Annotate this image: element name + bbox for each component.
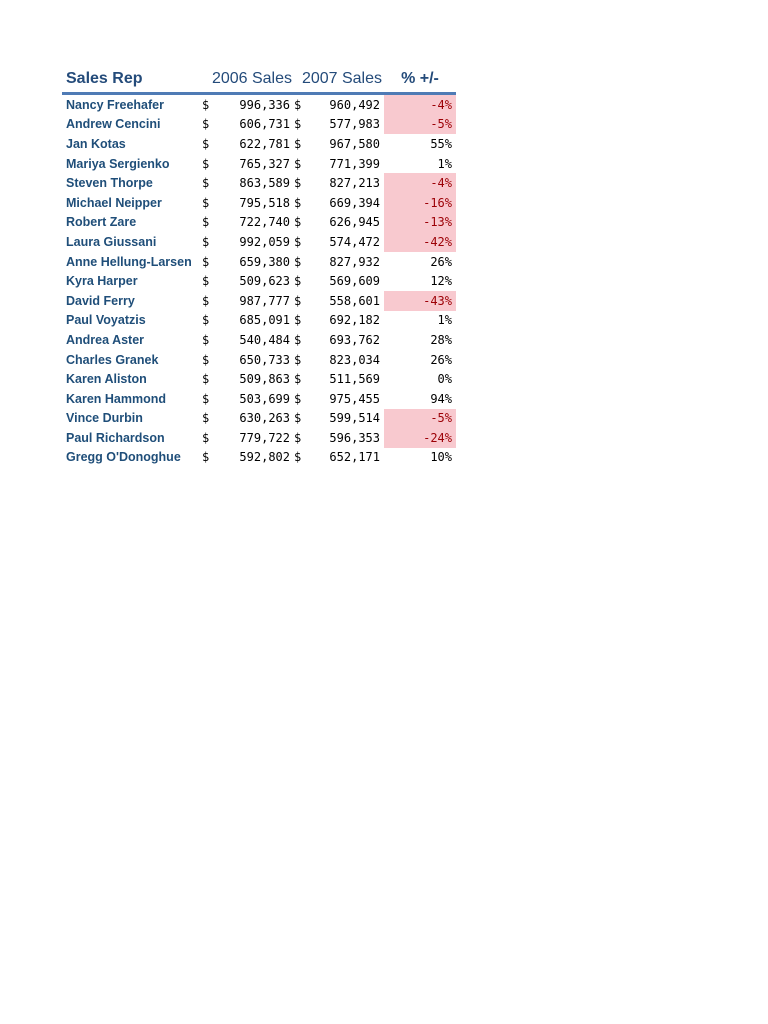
sales-2007-cell[interactable]: 693,762 [329, 332, 380, 347]
sales-table [62, 66, 456, 467]
percent-change-cell[interactable]: -13% [384, 213, 456, 233]
table-row [62, 115, 456, 135]
currency-2006-cell[interactable]: $ [202, 293, 210, 308]
currency-2006-cell[interactable]: $ [202, 136, 210, 151]
currency-2006-cell[interactable]: $ [202, 156, 210, 171]
sales-rep-cell[interactable]: Vince Durbin [66, 411, 143, 426]
currency-2006-cell[interactable]: $ [202, 450, 210, 465]
sales-2006-cell[interactable]: 622,781 [239, 136, 290, 151]
sales-2006-cell[interactable]: 779,722 [239, 430, 290, 445]
table-row [62, 350, 456, 370]
sales-2006-cell[interactable]: 722,740 [239, 215, 290, 230]
sales-2006-cell[interactable]: 503,699 [239, 391, 290, 406]
table-row [62, 94, 456, 115]
currency-2007-cell[interactable]: $ [294, 215, 302, 230]
sales-2007-cell[interactable]: 827,213 [329, 176, 380, 191]
sales-rep-cell[interactable]: Andrea Aster [66, 332, 145, 347]
sales-2006-cell[interactable]: 996,336 [239, 97, 290, 112]
sales-2006-cell[interactable]: 685,091 [239, 313, 290, 328]
sales-2006-cell[interactable]: 987,777 [239, 293, 290, 308]
table-row [62, 291, 456, 311]
sales-rep-cell[interactable]: Michael Neipper [66, 195, 162, 210]
currency-2006-cell[interactable]: $ [202, 391, 210, 406]
sales-2007-cell[interactable]: 599,514 [329, 411, 380, 426]
percent-change-cell[interactable]: 10% [430, 450, 452, 465]
sales-rep-cell[interactable]: David Ferry [66, 293, 135, 308]
sales-rep-cell[interactable]: Karen Aliston [66, 372, 147, 387]
table-row [62, 232, 456, 252]
currency-2006-cell[interactable]: $ [202, 411, 210, 426]
currency-2006-cell[interactable]: $ [202, 352, 210, 367]
percent-change-cell[interactable]: -42% [384, 232, 456, 252]
percent-change-cell[interactable]: 94% [430, 391, 452, 406]
percent-change-cell[interactable]: 1% [437, 313, 452, 328]
table-row [62, 252, 456, 272]
sales-2007-cell[interactable]: 574,472 [329, 234, 380, 249]
currency-2007-cell[interactable]: $ [294, 293, 302, 308]
percent-change-cell[interactable]: 0% [437, 372, 452, 387]
table-row [62, 134, 456, 154]
table-row [62, 409, 456, 429]
currency-2006-cell[interactable]: $ [202, 117, 210, 132]
sales-2006-cell[interactable]: 592,802 [239, 450, 290, 465]
currency-2007-cell[interactable]: $ [294, 372, 302, 387]
sales-rep-cell[interactable]: Andrew Cencini [66, 117, 161, 132]
sales-rep-cell[interactable]: Gregg O'Donoghue [66, 450, 181, 465]
currency-2006-cell[interactable]: $ [202, 274, 210, 289]
sales-2006-cell[interactable]: 630,263 [239, 411, 290, 426]
percent-change-cell[interactable]: 28% [430, 332, 452, 347]
currency-2006-cell[interactable]: $ [202, 97, 210, 112]
sales-2006-cell[interactable]: 650,733 [239, 352, 290, 367]
percent-change-cell[interactable]: -4% [384, 173, 456, 193]
table-row [62, 193, 456, 213]
sales-rep-cell[interactable]: Karen Hammond [66, 391, 167, 406]
percent-change-cell[interactable]: 12% [430, 274, 452, 289]
sales-2007-cell[interactable]: 967,580 [329, 136, 380, 151]
header-row [62, 66, 456, 94]
sales-rep-cell[interactable]: Paul Richardson [66, 430, 165, 445]
currency-2007-cell[interactable]: $ [294, 352, 302, 367]
sales-2006-cell[interactable]: 765,327 [239, 156, 290, 171]
sales-2007-cell[interactable]: 771,399 [329, 156, 380, 171]
sales-2007-cell[interactable]: 511,569 [329, 372, 380, 387]
currency-2006-cell[interactable]: $ [202, 313, 210, 328]
sales-2007-cell[interactable]: 626,945 [329, 215, 380, 230]
currency-2007-cell[interactable]: $ [294, 430, 302, 445]
header-2006-sales[interactable]: 2006 Sales [202, 66, 294, 94]
currency-2007-cell[interactable]: $ [294, 411, 302, 426]
sales-rep-cell[interactable]: Robert Zare [66, 215, 137, 230]
sales-2007-cell[interactable]: 960,492 [329, 97, 380, 112]
percent-change-cell[interactable]: -24% [384, 428, 456, 448]
sales-2006-cell[interactable]: 509,863 [239, 372, 290, 387]
currency-2006-cell[interactable]: $ [202, 234, 210, 249]
currency-2006-cell[interactable]: $ [202, 176, 210, 191]
table-header [62, 66, 456, 94]
table-row [62, 448, 456, 468]
sales-rep-cell[interactable]: Laura Giussani [66, 234, 157, 249]
currency-2006-cell[interactable]: $ [202, 215, 210, 230]
currency-2007-cell[interactable]: $ [294, 136, 302, 151]
sales-2007-cell[interactable]: 596,353 [329, 430, 380, 445]
sales-rep-cell[interactable]: Nancy Freehafer [66, 97, 164, 112]
header-2007-sales[interactable]: 2007 Sales [294, 66, 384, 94]
sales-2006-cell[interactable]: 863,589 [239, 176, 290, 191]
sales-2007-cell[interactable]: 692,182 [329, 313, 380, 328]
table-row [62, 389, 456, 409]
percent-change-cell[interactable]: -5% [384, 115, 456, 135]
header-percent-change[interactable]: % +/- [384, 66, 456, 94]
table-row [62, 213, 456, 233]
currency-2006-cell[interactable]: $ [202, 430, 210, 445]
sales-rep-cell[interactable]: Mariya Sergienko [66, 156, 170, 171]
currency-2007-cell[interactable]: $ [294, 391, 302, 406]
currency-2007-cell[interactable]: $ [294, 156, 302, 171]
currency-2006-cell[interactable]: $ [202, 332, 210, 347]
table-row [62, 330, 456, 350]
table-row [62, 271, 456, 291]
sales-rep-cell[interactable]: Paul Voyatzis [66, 313, 146, 328]
currency-2007-cell[interactable]: $ [294, 274, 302, 289]
sales-rep-cell[interactable]: Charles Granek [66, 352, 159, 367]
sales-2006-cell[interactable]: 659,380 [239, 254, 290, 269]
percent-change-cell[interactable]: -16% [384, 193, 456, 213]
sales-2007-cell[interactable]: 558,601 [329, 293, 380, 308]
sales-rep-cell[interactable]: Kyra Harper [66, 274, 138, 289]
currency-2007-cell[interactable]: $ [294, 234, 302, 249]
currency-2006-cell[interactable]: $ [202, 254, 210, 269]
percent-change-cell[interactable]: 26% [430, 254, 452, 269]
percent-change-cell[interactable]: -5% [384, 409, 456, 429]
currency-2007-cell[interactable]: $ [294, 117, 302, 132]
sales-2006-cell[interactable]: 795,518 [239, 195, 290, 210]
table-row [62, 173, 456, 193]
currency-2007-cell[interactable]: $ [294, 450, 302, 465]
sales-2007-cell[interactable]: 827,932 [329, 254, 380, 269]
currency-2006-cell[interactable]: $ [202, 195, 210, 210]
sales-2006-cell[interactable]: 540,484 [239, 332, 290, 347]
percent-change-cell[interactable]: -43% [384, 291, 456, 311]
currency-2007-cell[interactable]: $ [294, 254, 302, 269]
table-row [62, 154, 456, 174]
header-sales-rep[interactable]: Sales Rep [62, 66, 202, 94]
percent-change-cell[interactable]: 26% [430, 352, 452, 367]
currency-2007-cell[interactable]: $ [294, 332, 302, 347]
table-row [62, 428, 456, 448]
sales-2007-cell[interactable]: 669,394 [329, 195, 380, 210]
sales-2007-cell[interactable]: 577,983 [329, 117, 380, 132]
table-body [62, 94, 456, 468]
sales-rep-cell[interactable]: Steven Thorpe [66, 176, 153, 191]
sales-2007-cell[interactable]: 975,455 [329, 391, 380, 406]
sales-2006-cell[interactable]: 992,059 [239, 234, 290, 249]
currency-2007-cell[interactable]: $ [294, 176, 302, 191]
sales-2007-cell[interactable]: 569,609 [329, 274, 380, 289]
percent-change-cell[interactable]: 1% [437, 156, 452, 171]
currency-2007-cell[interactable]: $ [294, 313, 302, 328]
currency-2006-cell[interactable]: $ [202, 372, 210, 387]
percent-change-cell[interactable]: 55% [430, 136, 452, 151]
sales-rep-cell[interactable]: Jan Kotas [66, 136, 126, 151]
sales-2007-cell[interactable]: 652,171 [329, 450, 380, 465]
table-row [62, 311, 456, 331]
sales-2006-cell[interactable]: 509,623 [239, 274, 290, 289]
currency-2007-cell[interactable]: $ [294, 97, 302, 112]
sales-2007-cell[interactable]: 823,034 [329, 352, 380, 367]
sales-sheet [62, 66, 456, 467]
currency-2007-cell[interactable]: $ [294, 195, 302, 210]
table-row [62, 369, 456, 389]
sales-rep-cell[interactable]: Anne Hellung-Larsen [66, 254, 192, 269]
percent-change-cell[interactable]: -4% [384, 94, 456, 115]
sales-2006-cell[interactable]: 606,731 [239, 117, 290, 132]
